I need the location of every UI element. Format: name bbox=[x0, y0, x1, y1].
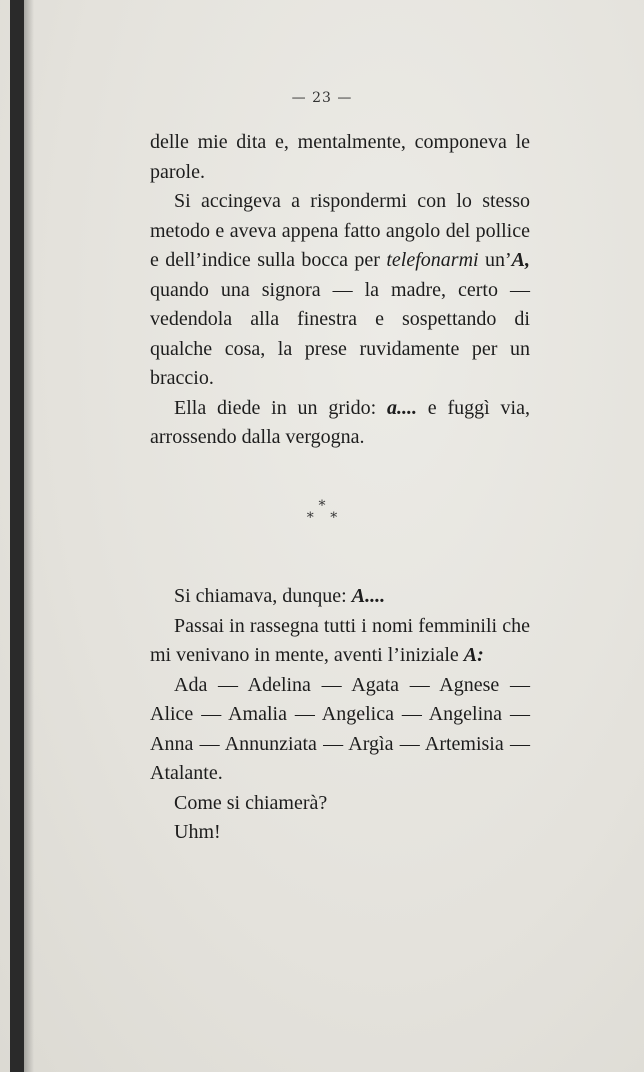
names-list: Ada — Adelina — Agata — Agnese — Alice — Amalia — Angelica — Angelina — Anna — Annunziata — Argìa — Artemisia — Atalante. bbox=[150, 673, 530, 784]
paragraph: Ella diede in un grido: a.... e fuggì via, arrossendo dalla vergogna. bbox=[150, 396, 530, 448]
paragraph: delle mie dita e, mentalmente, componeva le parole. bbox=[150, 131, 530, 183]
italic-word: telefonarmi bbox=[386, 249, 479, 271]
paragraph: Si accingeva a rispondermi con lo stesso metodo e aveva appena fatto angolo del pollice e dell’indice sulla bocca per telefonarmi un’A, quando una signora — la madre, certo — vedendola alla finestra e sospettando di qualche cosa, la prese ruvidamente per un braccio. bbox=[150, 190, 530, 389]
letter-a: A, bbox=[511, 249, 530, 271]
page-number: — 23 — bbox=[291, 90, 353, 106]
binding-shadow bbox=[24, 0, 34, 1072]
text-block-bottom bbox=[150, 582, 530, 848]
exclamation-a: a.... bbox=[386, 396, 417, 419]
text-block-top bbox=[150, 128, 530, 453]
initial-letter: A: bbox=[463, 644, 484, 666]
section-break-asterism: * * * bbox=[306, 498, 344, 526]
paragraph: Uhm! bbox=[174, 821, 221, 843]
paragraph: Passai in rassegna tutti i nomi femminili che mi venivano in mente, aventi l’iniziale A: bbox=[150, 614, 530, 666]
paragraph: Come si chiamerà? bbox=[174, 791, 328, 814]
name-initial: A.... bbox=[351, 585, 386, 607]
page-binding-edge bbox=[10, 0, 24, 1072]
paragraph: Si chiamava, dunque: A.... bbox=[174, 585, 386, 607]
